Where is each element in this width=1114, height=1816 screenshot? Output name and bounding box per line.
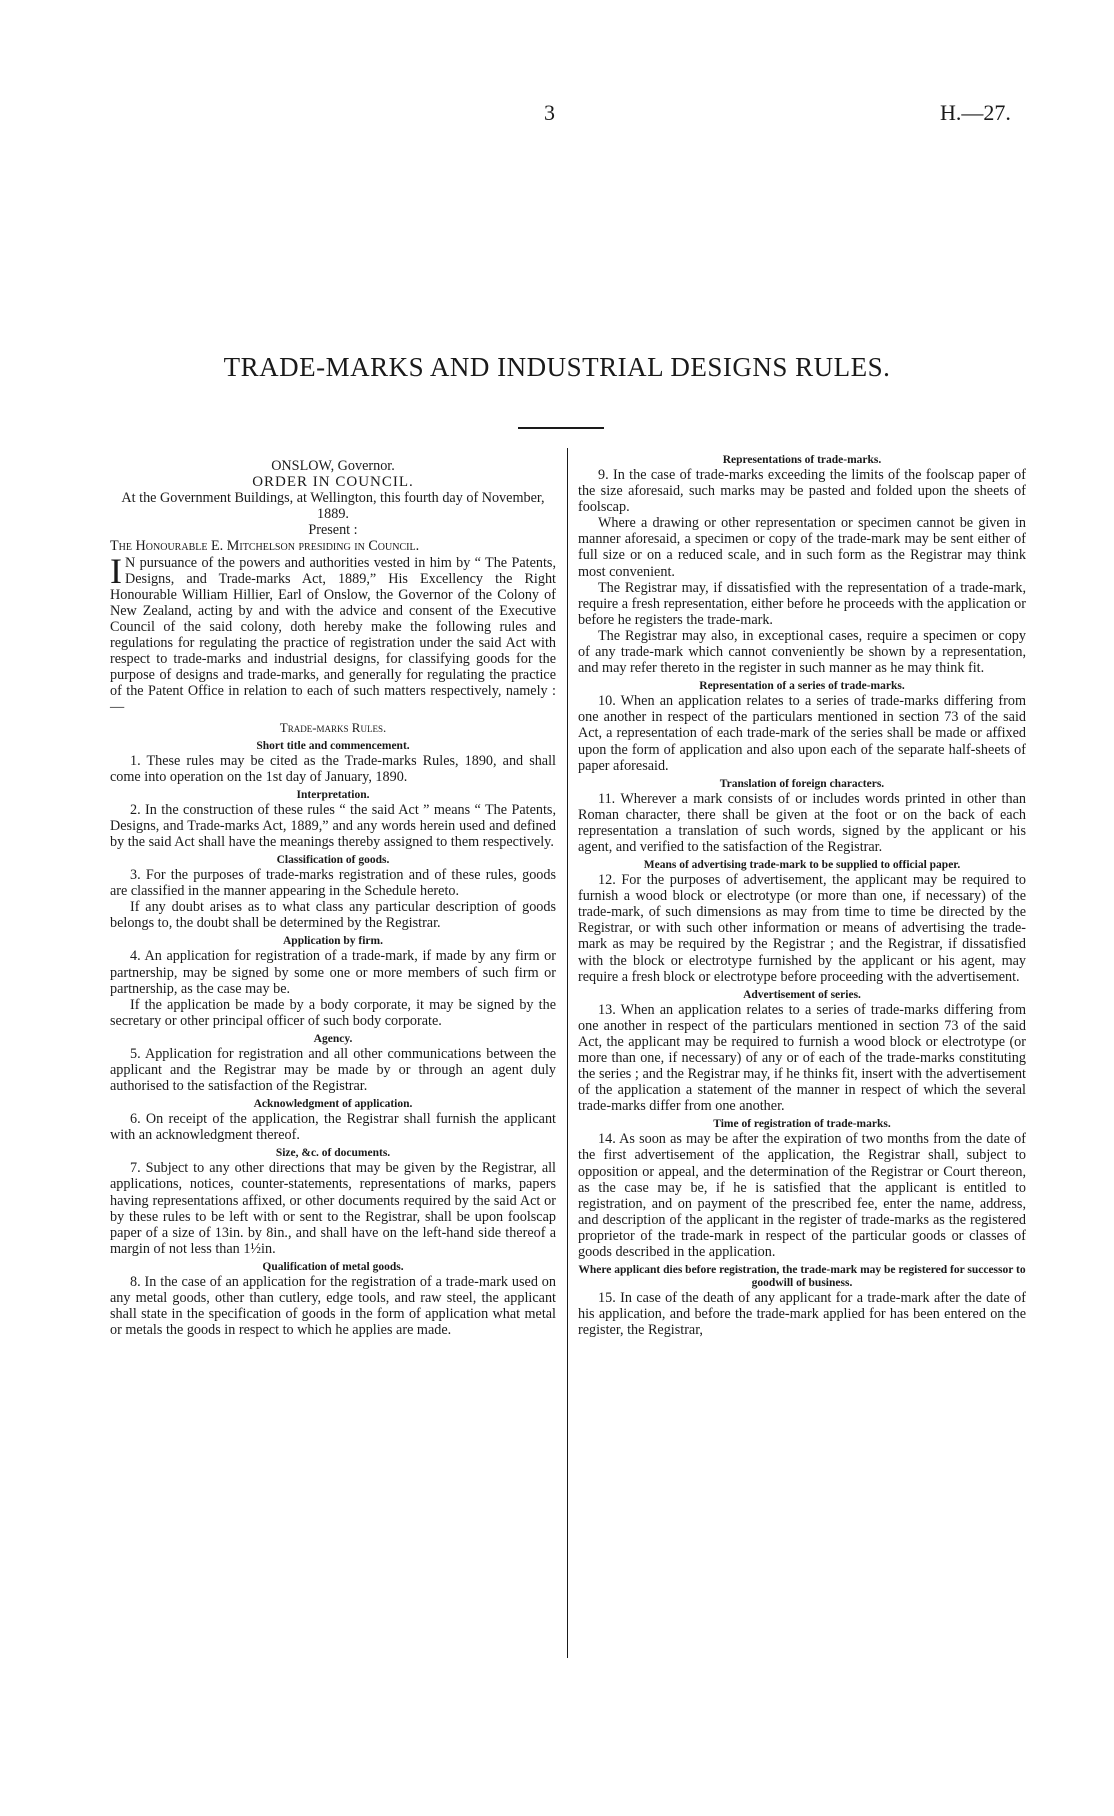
section-heading: Classification of goods.	[276, 854, 390, 867]
rule-paragraph: 12. For the purposes of advertisement, the applicant may be required to furnish a wood block or electrotype (or more than one, if necessary) of the trade-mark, of such dimensions as may from time to time be directed by the Registrar, or with such other information or means of advertising the trade-mark as may be required by the Registrar ; and the Registrar, if dissatisfied with the block or electrotype furnished by the applicant or his agent, may require a fresh block or electrotype before proceeding with the advertisement.	[578, 872, 1026, 985]
section-heading: Acknowledgment of application.	[253, 1098, 413, 1111]
rule-paragraph: If the application be made by a body corporate, it may be signed by the secretary or other principal officer of such body corporate.	[110, 996, 556, 1029]
section-heading: Size, &c. of documents.	[275, 1147, 391, 1160]
drop-cap: I	[110, 550, 122, 591]
presiding-line: The Honourable E. Mitchelson presiding in Council.	[110, 538, 420, 555]
rule-paragraph: 9. In the case of trade-marks exceeding the limits of the foolscap paper of the size aforesaid, such marks may be pasted and folded upon the sheets of foolscap.	[578, 467, 1026, 516]
rule-paragraph: The Registrar may, if dissatisfied with the representation of a trade-mark, require a fresh representation, either before he proceeds with the application or before he registers the trade-mark.	[578, 579, 1026, 628]
present-line: Present :	[308, 522, 358, 539]
order-in-council: ORDER IN COUNCIL.	[252, 474, 414, 491]
intro-text: N pursuance of the powers and authorities vested in him by “ The Patents, Designs, and Trade-marks Act, 1889,” His Excellency the Right Honourable William Hillier, Earl of Onslow, the Governor of the Colony of New Zealand, acting by and with the advice and consent of the Executive Council of the said colony, doth hereby make the following rules and regulations for regulating the practice of registration under the said Act with respect to trade-marks and industrial designs, for classifying goods for the purpose of designs and trade-marks, and generally for regulating the practice of the Patent Office in relation to each of such matters respectively, namely :—	[110, 554, 556, 716]
section-heading: Representation of a series of trade-marks.	[699, 680, 905, 693]
rule-paragraph: The Registrar may also, in exceptional cases, require a specimen or copy of any trade-mark which cannot conveniently be shown by a representation, and may refer thereto in the register in such manner as he may think fit.	[578, 627, 1026, 677]
rule-paragraph: 1. These rules may be cited as the Trade-marks Rules, 1890, and shall come into operation on the 1st day of January, 1890.	[110, 752, 556, 785]
intro-paragraph	[110, 550, 556, 716]
section-heading: Representations of trade-marks.	[722, 454, 882, 466]
rule-paragraph: 2. In the construction of these rules “ the said Act ” means “ The Patents, Designs, and Trade-marks Act, 1889,” and any words herein used and defined by the said Act shall have the meanings thereby assigned to them respectively.	[110, 801, 556, 850]
rule-paragraph: 14. As soon as may be after the expiration of two months from the date of the first advertisement of the application, the Registrar shall, subject to opposition or appeal, and the determination of the Registrar or Court thereon, as the case may be, if he is satisfied that the applicant is entitled to registration, and on payment of the prescribed fee, enter the name, address, and description of the applicant in the register of trade-marks as the registered proprietor of the trade-mark in respect of the particular goods or classes of goods described in the application.	[578, 1131, 1026, 1261]
section-heading: Application by firm.	[283, 935, 383, 948]
section-heading: Means of advertising trade-mark to be supplied to official paper.	[643, 859, 961, 872]
page-title: TRADE-MARKS AND INDUSTRIAL DESIGNS RULES.	[223, 352, 891, 382]
rule-paragraph: 4. An application for registration of a trade-mark, if made by any firm or partnership, may be signed by some one or more members of such firm or partnership, as the case may be.	[110, 948, 556, 997]
rule-paragraph: 10. When an application relates to a series of trade-marks differing from one another in respect of the particulars mentioned in section 73 of the said Act, a representation of each trade-mark of the series shall be made or affixed upon the form of application and also upon each of the separate half-sheets of paper aforesaid.	[578, 693, 1026, 774]
left-column	[110, 450, 556, 1338]
rule-paragraph: If any doubt arises as to what class any particular description of goods belongs to, the doubt shall be determined by the Registrar.	[110, 899, 556, 932]
rule-paragraph: Where a drawing or other representation or specimen cannot be given in manner aforesaid, a specimen or copy of the trade-mark may be sent either of full size or on a reduced scale, and in such form as the Registrar may think most convenient.	[578, 515, 1026, 580]
right-column	[578, 450, 1026, 1338]
section-heading: Agency.	[313, 1032, 353, 1045]
section-heading: Advertisement of series.	[743, 988, 861, 1001]
rules-heading: Trade-marks Rules.	[279, 719, 387, 735]
rule-paragraph: 13. When an application relates to a series of trade-marks differing from one another in respect of the particulars mentioned in section 73 of the said Act, the applicant may be required to furnish a wood block or electrotype (or more than one, if necessary) of any or of each of the trade-marks constituting the series ; and the Registrar may, if he thinks fit, insert with the advertisement of the application a statement of the manner in respect of which the several trade-marks differ from one another.	[578, 1001, 1026, 1115]
section-heading: Translation of foreign characters.	[719, 777, 885, 790]
page-number: 3	[544, 100, 555, 125]
section-heading: Interpretation.	[296, 788, 370, 801]
governor-line: ONSLOW, Governor.	[271, 458, 395, 474]
rule-paragraph: 3. For the purposes of trade-marks registration and of these rules, goods are classified in the manner appearing in the Schedule hereto.	[110, 867, 556, 900]
place-date: At the Government Buildings, at Wellington, this fourth day of November, 1889.	[121, 490, 545, 523]
title-divider	[518, 427, 604, 429]
rule-paragraph: 8. In the case of an application for the registration of a trade-mark used on any metal goods, other than cutlery, edge tools, and raw steel, the applicant shall state in the specification of goods in the form of application what metal or metals the goods in respect to which he applies are made.	[110, 1273, 556, 1339]
rule-paragraph: 6. On receipt of the application, the Registrar shall furnish the applicant with an acknowledgment thereof.	[110, 1111, 556, 1144]
rule-paragraph: 15. In case of the death of any applicant for a trade-mark after the date of his application, and before the trade-mark applied for has been entered on the register, the Registrar,	[578, 1290, 1026, 1339]
rule-paragraph: 5. Application for registration and all other communications between the applicant and the Registrar may be made by or through an agent duly authorised to the satisfaction of the Registrar.	[110, 1045, 556, 1095]
rule-paragraph: 7. Subject to any other directions that may be given by the Registrar, all applications, notices, counter-statements, representations of marks, papers having representations affixed, or other documents required by the said Act or by these rules to be left with or sent to the Registrar, shall be upon foolscap paper of a size of 13in. by 8in., and shall have on the left-hand side thereof a margin of not less than 1½in.	[110, 1160, 556, 1257]
section-heading: Time of registration of trade-marks.	[713, 1118, 891, 1131]
document-reference: H.—27.	[940, 100, 1011, 125]
section-heading: Short title and commencement.	[256, 739, 410, 752]
section-heading: Where applicant dies before registration, the trade-mark may be registered for successor to goodwill of business.	[578, 1264, 1026, 1290]
column-divider	[567, 448, 568, 1658]
section-heading: Qualification of metal goods.	[262, 1260, 404, 1273]
rule-paragraph: 11. Wherever a mark consists of or includes words printed in other than Roman character, there shall be given at the foot or on the back of each representation a translation of such words, signed by the applicant or his agent, and verified to the satisfaction of the Registrar.	[578, 790, 1026, 855]
